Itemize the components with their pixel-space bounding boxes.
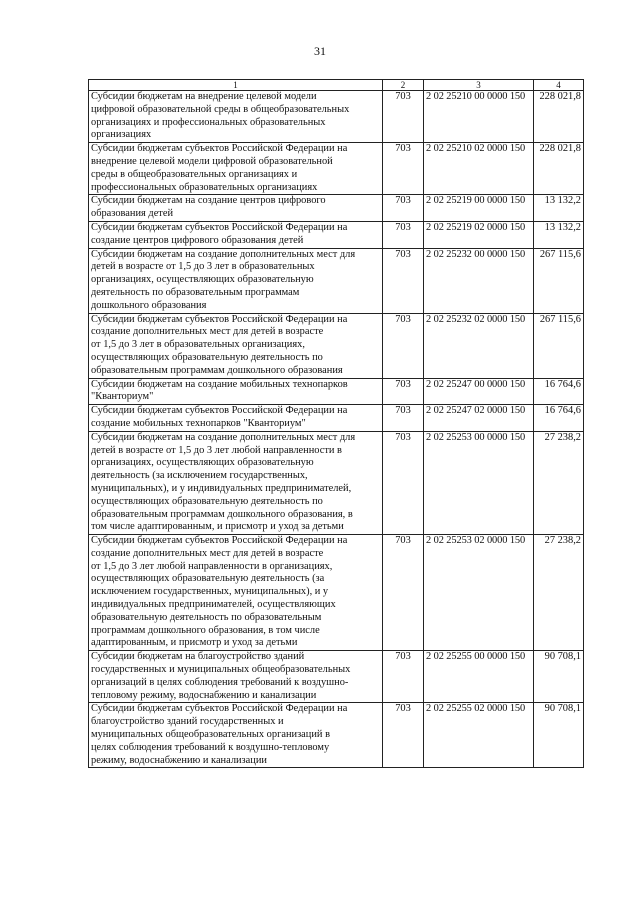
row-admin-code: 703	[383, 651, 424, 703]
row-name: Субсидии бюджетам на создание центров цифрового образования детей	[89, 195, 383, 222]
row-admin-code: 703	[383, 143, 424, 195]
row-amount: 90 708,1	[534, 651, 584, 703]
row-amount: 13 132,2	[534, 195, 584, 222]
row-amount: 228 021,8	[534, 143, 584, 195]
row-admin-code: 703	[383, 535, 424, 651]
row-admin-code: 703	[383, 703, 424, 768]
column-header-kbk: 3	[424, 80, 534, 91]
row-amount: 267 115,6	[534, 313, 584, 378]
row-budget-code: 2 02 25255 00 0000 150	[424, 651, 534, 703]
row-amount: 13 132,2	[534, 221, 584, 248]
column-header-name: 1	[89, 80, 383, 91]
row-budget-code: 2 02 25255 02 0000 150	[424, 703, 534, 768]
row-budget-code: 2 02 25232 00 0000 150	[424, 248, 534, 313]
row-admin-code: 703	[383, 248, 424, 313]
row-name: Субсидии бюджетам на благоустройство зданий государственных и муниципальных общеобразовательных организаций в целях соблюдения требований к воздушно- тепловому режиму, водоснабжению и канализации	[89, 651, 383, 703]
row-amount: 228 021,8	[534, 91, 584, 143]
row-budget-code: 2 02 25219 02 0000 150	[424, 221, 534, 248]
row-budget-code: 2 02 25219 00 0000 150	[424, 195, 534, 222]
row-amount: 90 708,1	[534, 703, 584, 768]
row-name: Субсидии бюджетам субъектов Российской Федерации на создание мобильных технопарков "Кванториум"	[89, 405, 383, 432]
column-header-amount: 4	[534, 80, 584, 91]
table-row	[89, 143, 584, 195]
row-name: Субсидии бюджетам на внедрение целевой модели цифровой образовательной среды в общеобразовательных организациях и профессиональных образовательных организациях	[89, 91, 383, 143]
row-admin-code: 703	[383, 313, 424, 378]
table-row	[89, 431, 584, 534]
row-admin-code: 703	[383, 431, 424, 534]
row-admin-code: 703	[383, 221, 424, 248]
row-name: Субсидии бюджетам на создание дополнительных мест для детей в возрасте от 1,5 до 3 лет любой направленности в организациях, осуществляющих образовательную деятельность (за исключением государственных, муниципальных), и у индивидуальных предпринимателей, осуществляющих образовательную деятельность по образовательным программам дошкольного образования, в том числе адаптированным, и присмотр и уход за детьми	[89, 431, 383, 534]
row-budget-code: 2 02 25247 02 0000 150	[424, 405, 534, 432]
row-name: Субсидии бюджетам субъектов Российской Федерации на создание дополнительных мест для детей в возрасте от 1,5 до 3 лет в образовательных организациях, осуществляющих образовательную деятельность по образовательным программам дошкольного образования	[89, 313, 383, 378]
row-amount: 16 764,6	[534, 378, 584, 405]
row-admin-code: 703	[383, 91, 424, 143]
table-row	[89, 313, 584, 378]
table-row	[89, 378, 584, 405]
table-row	[89, 703, 584, 768]
row-amount: 16 764,6	[534, 405, 584, 432]
row-budget-code: 2 02 25210 02 0000 150	[424, 143, 534, 195]
row-amount: 267 115,6	[534, 248, 584, 313]
row-name: Субсидии бюджетам на создание мобильных технопарков "Кванториум"	[89, 378, 383, 405]
table-row	[89, 91, 584, 143]
table-row	[89, 535, 584, 651]
row-amount: 27 238,2	[534, 431, 584, 534]
row-name: Субсидии бюджетам субъектов Российской Федерации на благоустройство зданий государственных и муниципальных общеобразовательных организаций в целях соблюдения требований к воздушно-тепловому режиму, водоснабжению и канализации	[89, 703, 383, 768]
row-budget-code: 2 02 25253 02 0000 150	[424, 535, 534, 651]
table-row	[89, 195, 584, 222]
column-number-row	[89, 80, 584, 91]
row-name: Субсидии бюджетам на создание дополнительных мест для детей в возрасте от 1,5 до 3 лет в образовательных организациях, осуществляющих образовательную деятельность по образовательным программам дошкольного образования	[89, 248, 383, 313]
budget-revenue-table	[88, 79, 584, 768]
row-budget-code: 2 02 25232 02 0000 150	[424, 313, 534, 378]
table-row	[89, 405, 584, 432]
page-number: 31	[314, 44, 326, 58]
row-amount: 27 238,2	[534, 535, 584, 651]
row-budget-code: 2 02 25247 00 0000 150	[424, 378, 534, 405]
row-budget-code: 2 02 25253 00 0000 150	[424, 431, 534, 534]
table-row	[89, 221, 584, 248]
row-budget-code: 2 02 25210 00 0000 150	[424, 91, 534, 143]
table-row	[89, 651, 584, 703]
row-admin-code: 703	[383, 378, 424, 405]
row-admin-code: 703	[383, 405, 424, 432]
column-header-code: 2	[383, 80, 424, 91]
row-name: Субсидии бюджетам субъектов Российской Федерации на создание дополнительных мест для детей в возрасте от 1,5 до 3 лет любой направленности в организациях, осуществляющих образовательную деятельность (за исключением государственных, муниципальных), и у индивидуальных предпринимателей, осуществляющих образовательную деятельность по образовательным программам дошкольного образования, в том числе адаптированным, и присмотр и уход за детьми	[89, 535, 383, 651]
row-name: Субсидии бюджетам субъектов Российской Федерации на создание центров цифрового образования детей	[89, 221, 383, 248]
row-admin-code: 703	[383, 195, 424, 222]
row-name: Субсидии бюджетам субъектов Российской Федерации на внедрение целевой модели цифровой образовательной среды в общеобразовательных организациях и профессиональных образовательных организациях	[89, 143, 383, 195]
table-row	[89, 248, 584, 313]
